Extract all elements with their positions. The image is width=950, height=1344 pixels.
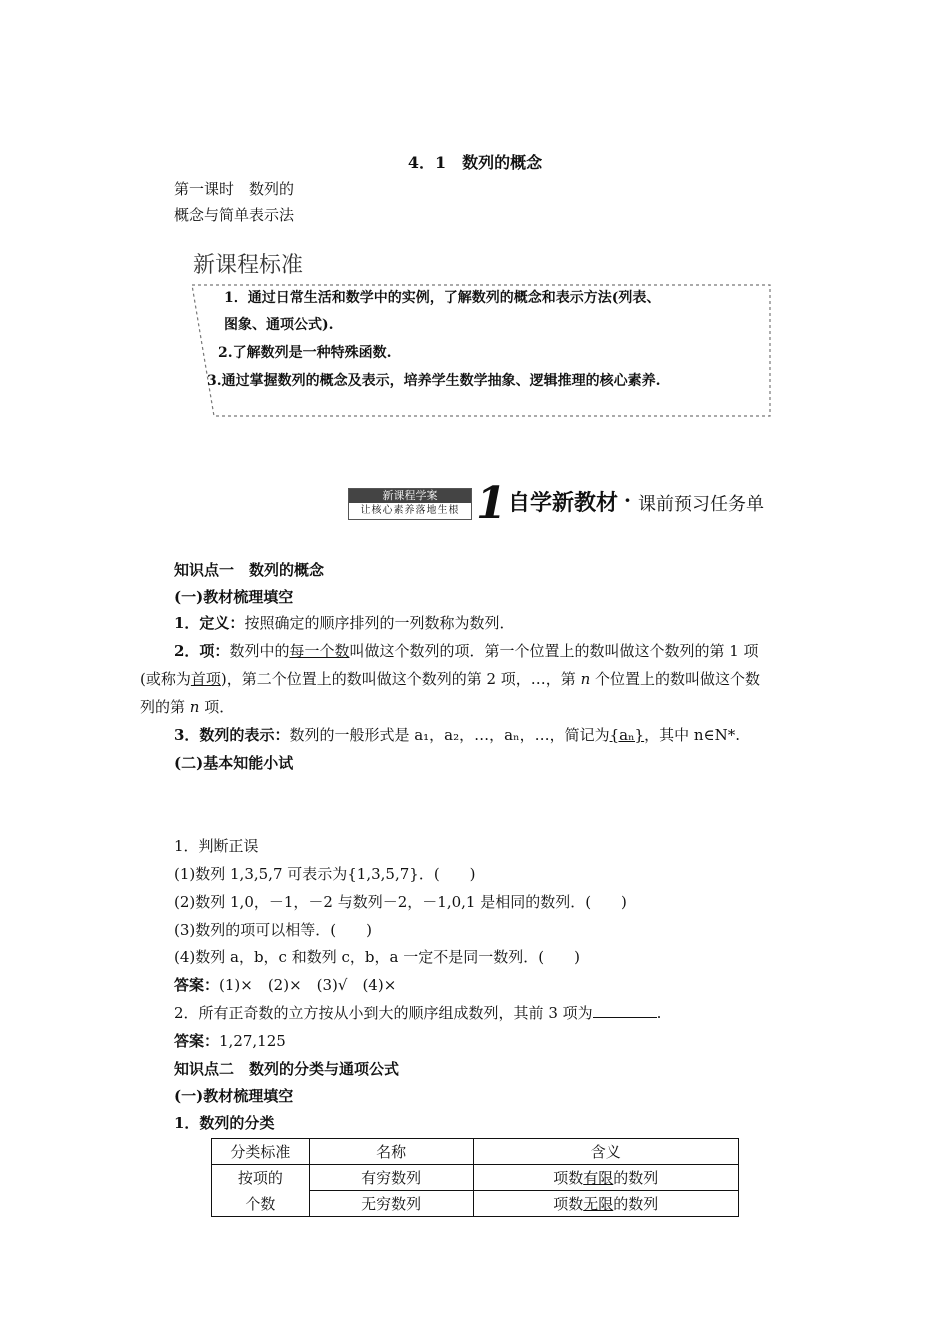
- classification-table: [211, 1138, 739, 1217]
- quiz-statement-2: (2)数列 1,0，－1，－2 与数列－2，－1,0,1 是相同的数列．( ): [174, 893, 627, 911]
- quiz-statement-1: (1)数列 1,3,5,7 可表示为{1,3,5,7}．( ): [174, 865, 476, 883]
- table-cell-meaning: [473, 1191, 738, 1217]
- answer-blank: [593, 1005, 657, 1018]
- banner-label-box: [348, 488, 472, 520]
- lesson-title-line2: 概念与简单表示法: [174, 206, 295, 224]
- section-banner: [348, 478, 788, 529]
- banner-box-bottom: 让核心素养落地生根: [360, 505, 460, 516]
- item-text: 叫做这个数列的项．第一个位置上的数叫做这个数列的第 1 项: [349, 642, 759, 660]
- standard-item-2: 2.了解数列是一种特殊函数.: [218, 345, 392, 361]
- quiz-answer-2: [174, 1030, 286, 1051]
- item-text: 个位置上的数叫做这个数: [590, 670, 761, 688]
- standard-item-3: 3.通过掌握数列的概念及表示，培养学生数学抽象、逻辑推理的核心素养.: [207, 373, 661, 389]
- page-title: 4．1 数列的概念: [407, 153, 543, 172]
- lesson-title-line1: 第一课时 数列的: [174, 180, 295, 198]
- k1-item-line3: [140, 696, 234, 717]
- banner-box-top: 新课程学案: [349, 489, 471, 503]
- item-text: )，第二个位置上的数叫做这个数列的第 2 项，…，第: [220, 670, 581, 688]
- k1-section-b: (二)基本知能小试: [174, 754, 294, 772]
- answer-text: (1)× (2)× (3)√ (4)×: [219, 976, 397, 994]
- banner-main-title: 自学新教材: [508, 491, 619, 516]
- banner-dot: ·: [624, 488, 631, 512]
- table-cell-criterion: 个数: [212, 1191, 310, 1217]
- meaning-text: 项数: [553, 1195, 584, 1213]
- quiz-q1: 1．判断正误: [174, 837, 259, 855]
- quiz-statement-4: (4)数列 a，b，c 和数列 c，b，a 一定不是同一数列．( ): [174, 948, 580, 966]
- table-cell-name: 有穷数列: [309, 1165, 473, 1191]
- table-header-row: [212, 1139, 739, 1165]
- table-cell-meaning: [473, 1165, 738, 1191]
- representation-text: ，其中 n∈N*.: [644, 726, 741, 744]
- meaning-text: 的数列: [613, 1169, 659, 1187]
- item-text: (或称为: [140, 670, 191, 688]
- quiz-q2: [174, 1002, 661, 1023]
- definition-label: 1．定义：: [174, 614, 245, 632]
- quiz-statement-3: (3)数列的项可以相等．( ): [174, 921, 372, 939]
- table-row: [212, 1191, 739, 1217]
- table-cell-criterion: 按项的: [212, 1165, 310, 1191]
- k1-title: 知识点一 数列的概念: [174, 561, 325, 579]
- quiz-answer-1: [174, 974, 396, 995]
- standard-item-1b: 图象、通项公式).: [224, 317, 334, 333]
- table-row: [212, 1165, 739, 1191]
- definition-text: 按照确定的顺序排列的一列数称为数列．: [244, 614, 515, 632]
- question-end: .: [656, 1004, 662, 1022]
- meaning-underlined: 有限: [583, 1169, 614, 1187]
- k2-title: 知识点二 数列的分类与通项公式: [174, 1060, 400, 1078]
- item-underlined: 首项: [190, 670, 221, 688]
- item-underlined: 每一个数: [289, 642, 350, 660]
- representation-underlined: {aₙ}: [609, 726, 645, 744]
- answer-label: 答案：: [174, 1032, 220, 1050]
- item-variable: n: [580, 670, 591, 688]
- table-cell-name: 无穷数列: [309, 1191, 473, 1217]
- k1-representation: [174, 724, 740, 745]
- k1-definition: [174, 612, 514, 633]
- item-text: 数列中的: [229, 642, 290, 660]
- representation-label: 3．数列的表示：: [174, 726, 290, 744]
- k2-section-a: (一)教材梳理填空: [174, 1087, 294, 1105]
- table-header: 分类标准: [212, 1139, 310, 1165]
- standard-item-1a: 1．通过日常生活和数学中的实例，了解数列的概念和表示方法(列表、: [224, 290, 661, 306]
- banner-subtitle: 课前预习任务单: [638, 494, 764, 515]
- meaning-text: 项数: [553, 1169, 584, 1187]
- question-text: 2．所有正奇数的立方按从小到大的顺序组成数列，其前 3 项为: [174, 1004, 593, 1022]
- k1-section-a: (一)教材梳理填空: [174, 588, 294, 606]
- k1-item-line2: [140, 668, 760, 689]
- k2-classification-title: 1．数列的分类: [174, 1114, 275, 1132]
- table-header: 名称: [309, 1139, 473, 1165]
- item-label: 2．项：: [174, 642, 230, 660]
- meaning-underlined: 无限: [583, 1195, 614, 1213]
- k1-item-line1: [174, 640, 759, 661]
- answer-label: 答案：: [174, 976, 220, 994]
- banner-number: 1: [476, 478, 507, 529]
- item-text: 项．: [199, 698, 235, 716]
- answer-text: 1,27,125: [219, 1032, 286, 1050]
- representation-text: 数列的一般形式是 a₁，a₂，…，aₙ，…，简记为: [289, 726, 610, 744]
- meaning-text: 的数列: [613, 1195, 659, 1213]
- item-variable: n: [189, 698, 200, 716]
- standard-heading: 新课程标准: [193, 253, 304, 278]
- item-text: 列的第: [140, 698, 190, 716]
- table-header: 含义: [473, 1139, 738, 1165]
